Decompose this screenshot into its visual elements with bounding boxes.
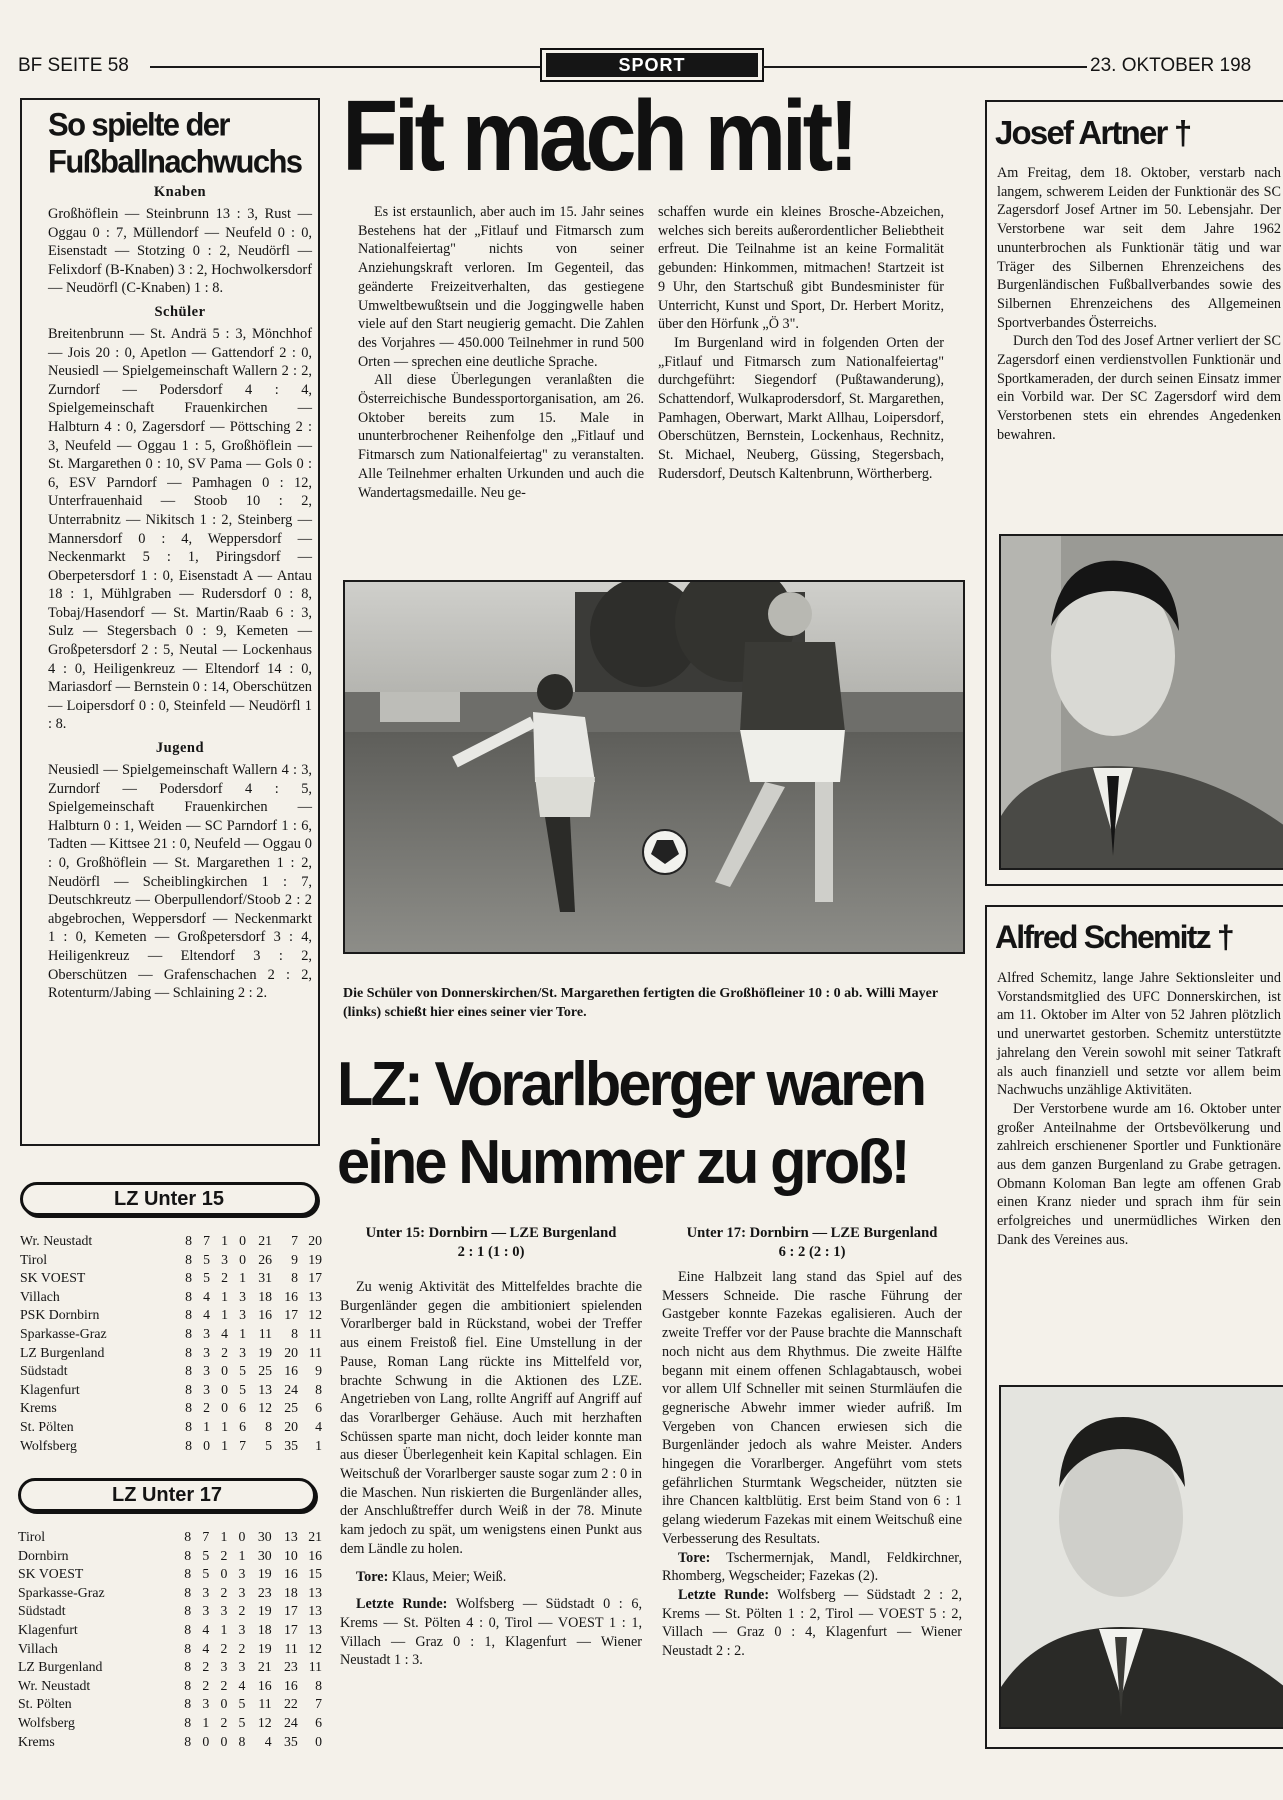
team-name: Villach bbox=[20, 1288, 60, 1304]
table-row bbox=[18, 1584, 322, 1603]
table-value: 0 bbox=[315, 1733, 322, 1749]
table-value: 13 bbox=[308, 1621, 322, 1637]
table-value: 8 bbox=[184, 1566, 192, 1582]
table-value: 6 bbox=[239, 1400, 246, 1416]
page-number: BF SEITE 58 bbox=[18, 55, 129, 76]
table-value: 21 bbox=[257, 1659, 272, 1675]
table-value: 11 bbox=[308, 1325, 322, 1341]
table-value: 11 bbox=[284, 1640, 298, 1656]
table-value: 18 bbox=[257, 1621, 272, 1637]
table-value: 1 bbox=[315, 1437, 322, 1453]
team-name: Sparkasse-Graz bbox=[18, 1584, 105, 1600]
table-value: 9 bbox=[315, 1363, 322, 1379]
table-value: 2 bbox=[203, 1400, 210, 1416]
schueler-heading: Schüler bbox=[154, 303, 206, 320]
table-value: 4 bbox=[238, 1677, 246, 1693]
table-value: 3 bbox=[220, 1659, 228, 1675]
table-value: 5 bbox=[202, 1566, 210, 1582]
table-value: 0 bbox=[221, 1400, 228, 1416]
table-value: 23 bbox=[257, 1584, 272, 1600]
table-value: 4 bbox=[202, 1640, 210, 1656]
team-name: Tirol bbox=[20, 1251, 48, 1267]
table-value: 8 bbox=[185, 1344, 192, 1360]
table-value: 8 bbox=[184, 1547, 192, 1563]
table-value: 25 bbox=[258, 1363, 272, 1379]
table-value: 2 bbox=[220, 1547, 228, 1563]
team-name: Wolfsberg bbox=[18, 1714, 75, 1730]
table-value: 18 bbox=[284, 1584, 298, 1600]
table-value: 8 bbox=[185, 1307, 192, 1323]
obituary-schemitz-text: Alfred Schemitz, lange Jahre Sektionsleiter und Vorstandsmitglied des UFC Donnerskirchen, ist am 11. Oktober im Alter von 52 Jahren plötzlich und unerwartet gestorben. Schemitz unterstützte jahrelang den Verein sowohl mit seiner Tatkraft als auch finanziell und setzte vor allem beim Nachwuchs unzählige Aktivitäten. Der Verstorbene wurde am 16. Oktober unter großer Anteilnahme der Ortsbevölkerung und zahlreich erschienener Sportler und Funktionäre aus dem ganzen Burgenland zu Grabe getragen. Obmann Koloman Ban legte am offenen Grab einen Kranz nieder und sprach ihm für sein erfolgreiches und unermüdliches Wirken den Dank des Vereines aus. bbox=[997, 970, 1281, 1248]
table-value: 30 bbox=[257, 1529, 272, 1544]
table-value: 19 bbox=[258, 1344, 272, 1360]
table-row bbox=[20, 1232, 322, 1251]
table-value: 20 bbox=[284, 1344, 298, 1360]
table-value: 7 bbox=[291, 1233, 298, 1248]
u17-scorers: Tore: Tschermernjak, Mandl, Feldkirchner, Rhomberg, Wegscheider; Fazekas (2). bbox=[662, 1549, 962, 1585]
table-value: 8 bbox=[185, 1233, 192, 1248]
obituary-schemitz-title: Alfred Schemitz † bbox=[995, 919, 1233, 955]
team-name: SK VOEST bbox=[20, 1270, 86, 1286]
table-row bbox=[18, 1658, 322, 1677]
team-name: Wr. Neustadt bbox=[20, 1233, 93, 1248]
table-value: 16 bbox=[308, 1547, 322, 1563]
lz15-table-heading: LZ Unter 15 bbox=[20, 1182, 318, 1216]
table-value: 2 bbox=[220, 1677, 228, 1693]
section-label: SPORT bbox=[546, 53, 758, 77]
section-label-box bbox=[540, 48, 764, 82]
u17-match-heading: Unter 17: Dornbirn — LZE Burgenland 6 : 2 (2 : 1) bbox=[686, 1225, 938, 1260]
table-value: 0 bbox=[220, 1733, 228, 1749]
table-value: 8 bbox=[291, 1270, 298, 1286]
table-row bbox=[18, 1695, 322, 1714]
table-value: 2 bbox=[202, 1659, 210, 1675]
lz15-table bbox=[20, 1232, 322, 1455]
football-scene-image bbox=[345, 582, 963, 952]
table-value: 8 bbox=[184, 1714, 192, 1730]
table-value: 20 bbox=[284, 1418, 298, 1434]
table-value: 8 bbox=[315, 1381, 322, 1397]
table-row bbox=[20, 1306, 322, 1325]
table-value: 9 bbox=[291, 1251, 298, 1267]
table-value: 19 bbox=[257, 1640, 272, 1656]
header-rule-left bbox=[150, 66, 540, 68]
table-value: 2 bbox=[238, 1640, 246, 1656]
table-value: 8 bbox=[185, 1288, 192, 1304]
table-value: 8 bbox=[184, 1659, 192, 1675]
fit-paragraph-1: Es ist erstaunlich, aber auch im 15. Jahr seines Bestehens hat der „Fitlauf und Fitmarsch zum Nationalfeiertag" nichts von seiner Anziehungskraft verloren. Im Gegenteil, das geänderte Freizeitverhalten, das gestiegene Umweltbewußtsein und die Joggingwelle haben viele auf den Start neugierig gemacht. Die Zahlen des Vorjahres — 450.000 Teilnehmer in rund 500 Orten — sprechen eine deutliche Sprache. bbox=[358, 204, 644, 370]
lz-headline-line-1: LZ: Vorarlberger waren bbox=[337, 1050, 925, 1119]
table-value: 1 bbox=[220, 1621, 228, 1637]
table-value: 16 bbox=[258, 1307, 272, 1323]
table-value: 11 bbox=[308, 1659, 322, 1675]
table-value: 4 bbox=[264, 1733, 272, 1749]
table-row bbox=[18, 1621, 322, 1640]
table-row bbox=[20, 1325, 322, 1344]
table-value: 3 bbox=[202, 1696, 210, 1712]
table-value: 1 bbox=[203, 1418, 210, 1434]
table-value: 3 bbox=[239, 1307, 246, 1323]
table-value: 8 bbox=[291, 1325, 298, 1341]
table-value: 3 bbox=[202, 1603, 210, 1619]
table-value: 1 bbox=[239, 1325, 246, 1341]
team-name: Krems bbox=[18, 1733, 55, 1749]
table-value: 7 bbox=[202, 1529, 210, 1544]
table-value: 8 bbox=[184, 1677, 192, 1693]
portrait-schemitz-image bbox=[1001, 1387, 1283, 1727]
table-value: 8 bbox=[184, 1733, 192, 1749]
table-value: 2 bbox=[221, 1270, 228, 1286]
table-row bbox=[18, 1547, 322, 1566]
table-value: 24 bbox=[284, 1381, 298, 1397]
table-value: 1 bbox=[221, 1307, 228, 1323]
team-name: Villach bbox=[18, 1640, 58, 1656]
table-value: 3 bbox=[238, 1584, 246, 1600]
table-row bbox=[18, 1640, 322, 1659]
u17-match-report: Eine Halbzeit lang stand das Spiel auf des Messers Schneide. Die rasche Führung der Gastgeber konnte Fazekas egalisieren. Auch der zweite Treffer vor der Pause brachte die Mannschaft noch nicht aus dem Rhythmus. Die zweite Hälfte begann mit einem offenen Schlagabtausch, wobei vor allem Ulf Schneller mit seinen Sturmläufen die gegnerische Abwehr immer wieder aufriß. Im Vergeben von Chancen erwiesen sich die Burgenländer jedoch als wahre Meister. Anders hingegen die Vorarlberger. Angeführt vom stets gefährlichen Sturmtank Wegscheider, nützten sie ihre Chancen kaltblütig. Erst beim Stand von 6 : 1 gelang wiederum Fazekas mit einem Weitschuß eine Verbesserung des Resultats. bbox=[662, 1269, 962, 1547]
table-value: 7 bbox=[239, 1437, 246, 1453]
table-value: 26 bbox=[258, 1251, 272, 1267]
portrait-schemitz bbox=[999, 1385, 1283, 1729]
lz-u15-column bbox=[340, 1224, 642, 1670]
u17-last-round: Letzte Runde: Wolfsberg — Südstadt 2 : 2, Krems — St. Pölten 1 : 2, Tirol — VOEST 5 : 2, Villach — Graz 0 : 4, Klagenfurt — Wiener Neustadt 2 : 2. bbox=[662, 1586, 962, 1660]
youth-results-box bbox=[20, 98, 320, 1146]
team-name: Krems bbox=[20, 1400, 57, 1416]
table-value: 6 bbox=[239, 1418, 246, 1434]
table-value: 11 bbox=[258, 1325, 272, 1341]
team-name: Tirol bbox=[18, 1529, 46, 1544]
table-value: 3 bbox=[239, 1288, 246, 1304]
team-name: PSK Dornbirn bbox=[20, 1307, 100, 1323]
table-value: 10 bbox=[284, 1547, 298, 1563]
table-value: 12 bbox=[257, 1714, 272, 1730]
table-row bbox=[20, 1269, 322, 1288]
knaben-heading: Knaben bbox=[153, 184, 207, 200]
table-value: 4 bbox=[203, 1307, 210, 1323]
table-value: 8 bbox=[265, 1418, 272, 1434]
table-value: 18 bbox=[258, 1288, 272, 1304]
table-value: 8 bbox=[184, 1621, 192, 1637]
table-value: 3 bbox=[203, 1325, 210, 1341]
table-value: 5 bbox=[265, 1437, 272, 1453]
fit-column-2 bbox=[658, 203, 944, 484]
portrait-artner-image bbox=[1001, 536, 1283, 868]
table-value: 13 bbox=[258, 1381, 272, 1397]
table-value: 8 bbox=[238, 1733, 246, 1749]
table-value: 17 bbox=[284, 1621, 298, 1637]
table-value: 31 bbox=[258, 1270, 272, 1286]
table-value: 13 bbox=[308, 1584, 322, 1600]
team-name: Südstadt bbox=[20, 1363, 68, 1379]
table-value: 1 bbox=[239, 1270, 246, 1286]
youth-match-photo bbox=[343, 580, 965, 954]
header-rule-right bbox=[762, 66, 1087, 68]
table-value: 8 bbox=[185, 1381, 192, 1397]
table-value: 2 bbox=[220, 1640, 228, 1656]
table-value: 2 bbox=[238, 1603, 246, 1619]
table-value: 8 bbox=[184, 1529, 192, 1544]
table-value: 8 bbox=[185, 1418, 192, 1434]
table-value: 1 bbox=[221, 1288, 228, 1304]
table-row bbox=[18, 1602, 322, 1621]
table-row bbox=[20, 1437, 322, 1456]
team-name: Klagenfurt bbox=[18, 1621, 78, 1637]
table-value: 6 bbox=[315, 1714, 322, 1730]
table-row bbox=[18, 1528, 322, 1547]
jugend-results: Neusiedl — Spielgemeinschaft Wallern 4 : 3, Zurndorf — Podersdorf 4 : 5, Spielgemeinschaft Frauenkirchen — Halbturn 0 : 1, Weiden — SC Parndorf 1 : 6, Tadten — Kittsee 21 : 0, Neufeld — Oggau 0 : 0, Großhöflein — St. Margarethen 1 : 2, Neudörfl — Scheiblingkirchen 1 : 7, Deutschkreutz — Oberpullendorf/Stoob 2 : 2 abgebrochen, Weppersdorf — Neckenmarkt 1 : 0, Kemeten — Großpetersdorf 3 : 4, Heiligenkreuz — Eltendorf 3 : 2, Oberschützen — Grafenschachen 2 : 2, Rotenturm/Jabing — Schlaining 2 : 2. bbox=[48, 762, 312, 1002]
table-value: 11 bbox=[308, 1344, 322, 1360]
table-value: 3 bbox=[202, 1584, 210, 1600]
table-value: 17 bbox=[284, 1603, 298, 1619]
team-name: Klagenfurt bbox=[20, 1381, 80, 1397]
table-value: 5 bbox=[239, 1363, 246, 1379]
table-value: 2 bbox=[220, 1714, 228, 1730]
knaben-results: Großhöflein — Steinbrunn 13 : 3, Rust — Oggau 0 : 7, Müllendorf — Neufeld 0 : 0, Eisenstadt — Stotzing 0 : 2, Neudörfl — Felixdorf (B-Knaben) 3 : 2, Hochwolkersdorf — Neudörfl (C-Knaben) 1 : 8. bbox=[48, 206, 312, 297]
team-name: Südstadt bbox=[18, 1603, 66, 1619]
table-value: 12 bbox=[308, 1640, 322, 1656]
portrait-artner bbox=[999, 534, 1283, 870]
table-value: 17 bbox=[308, 1270, 322, 1286]
team-name: St. Pölten bbox=[18, 1696, 72, 1712]
table-row bbox=[20, 1288, 322, 1307]
table-value: 1 bbox=[238, 1547, 246, 1563]
table-value: 1 bbox=[202, 1714, 210, 1730]
table-row bbox=[18, 1565, 322, 1584]
table-row bbox=[18, 1714, 322, 1733]
fit-headline: Fit mach mit! bbox=[342, 80, 855, 192]
table-value: 20 bbox=[308, 1233, 322, 1248]
table-value: 8 bbox=[185, 1251, 192, 1267]
u15-last-round: Letzte Runde: Wolfsberg — Südstadt 0 : 6, Krems — St. Pölten 4 : 0, Tirol — VOEST 1 : 1, Villach — Graz 0 : 1, Klagenfurt — Wiener Neustadt 1 : 3. bbox=[340, 1596, 642, 1669]
table-value: 21 bbox=[258, 1233, 272, 1248]
table-row bbox=[20, 1344, 322, 1363]
table-value: 17 bbox=[284, 1307, 298, 1323]
table-row bbox=[20, 1399, 322, 1418]
table-value: 3 bbox=[221, 1251, 228, 1267]
table-value: 16 bbox=[284, 1566, 298, 1582]
table-value: 2 bbox=[202, 1677, 210, 1693]
table-value: 15 bbox=[308, 1566, 322, 1582]
table-value: 4 bbox=[315, 1418, 322, 1434]
table-value: 0 bbox=[220, 1696, 228, 1712]
fit-paragraph-2: All diese Überlegungen veranlaßten die Österreichische Bundessportorganisation, am 26. Oktober bereits zum 15. Male in ununterbrochener Reihenfolge den „Fitlauf und Fitmarsch zum Nationalfeiertag" zu veranstalten. Alle Teilnehmer erhalten Urkunden und auch die Wandertagsmedaille. Neu ge- bbox=[358, 372, 644, 501]
table-value: 2 bbox=[220, 1584, 228, 1600]
table-row bbox=[20, 1362, 322, 1381]
table-value: 16 bbox=[257, 1677, 272, 1693]
table-value: 3 bbox=[203, 1363, 210, 1379]
table-value: 8 bbox=[185, 1400, 192, 1416]
table-value: 1 bbox=[220, 1529, 228, 1544]
team-name: SK VOEST bbox=[18, 1566, 84, 1582]
table-value: 5 bbox=[239, 1381, 246, 1397]
table-value: 6 bbox=[315, 1400, 322, 1416]
table-value: 0 bbox=[221, 1363, 228, 1379]
photo-caption: Die Schüler von Donnerskirchen/St. Margarethen fertigten die Großhöfleiner 10 : 0 ab. Willi Mayer (links) schießt hier eines seiner vier Tore. bbox=[343, 986, 938, 1020]
table-value: 7 bbox=[203, 1233, 210, 1248]
table-value: 12 bbox=[258, 1400, 272, 1416]
lz-u17-column bbox=[662, 1224, 962, 1661]
table-value: 5 bbox=[203, 1270, 210, 1286]
team-name: Sparkasse-Graz bbox=[20, 1325, 107, 1341]
table-value: 4 bbox=[202, 1621, 210, 1637]
team-name: Wolfsberg bbox=[20, 1437, 77, 1453]
table-row bbox=[20, 1418, 322, 1437]
table-value: 3 bbox=[203, 1344, 210, 1360]
table-value: 0 bbox=[239, 1233, 246, 1248]
obituary-artner bbox=[985, 100, 1283, 886]
table-value: 4 bbox=[221, 1325, 228, 1341]
table-value: 13 bbox=[308, 1603, 322, 1619]
table-value: 0 bbox=[239, 1251, 246, 1267]
table-value: 0 bbox=[221, 1381, 228, 1397]
table-value: 8 bbox=[184, 1603, 192, 1619]
obituary-artner-title: Josef Artner † bbox=[995, 114, 1191, 151]
table-value: 0 bbox=[203, 1437, 210, 1453]
table-value: 8 bbox=[184, 1584, 192, 1600]
lz17-table-heading: LZ Unter 17 bbox=[18, 1478, 316, 1512]
table-value: 8 bbox=[185, 1270, 192, 1286]
fit-paragraph-3: schaffen wurde ein kleines Brosche-Abzeichen, welches sich bereits außerordentlicher Beliebtheit erfreut. Die Teilnahme ist an keine Formalität gebunden: Hinkommen, mitmachen! Startzeit ist 9 Uhr, den Startschuß gibt Bundesminister für Unterricht, Kunst und Sport, Dr. Herbert Moritz, über den Hörfunk „Ö 3". bbox=[658, 204, 944, 333]
table-row bbox=[20, 1381, 322, 1400]
u15-scorers: Tore: Klaus, Meier; Weiß. bbox=[356, 1568, 507, 1585]
table-value: 0 bbox=[202, 1733, 210, 1749]
table-value: 30 bbox=[257, 1547, 272, 1563]
table-value: 1 bbox=[221, 1233, 228, 1248]
schueler-results: Breitenbrunn — St. Andrä 5 : 3, Mönchhof — Jois 20 : 0, Apetlon — Gattendorf 2 : 0, Neusiedl — Spielgemeinschaft Wallern 2 : 2, Zurndorf — Podersdorf 4 : 4, Spielgemeinschaft Frauenkirchen — Halbturn 4 : 0, Zagersdorf — Pöttsching 2 : 3, Neufeld — Oggau 1 : 5, Großhöflein — St. Margarethen 0 : 10, SV Pama — Gols 0 : 6, ESV Parndorf — Pamhagen 0 : 12, Unterfrauenhaid — Stoob 10 : 2, Unterrabnitz — Nikitsch 1 : 2, Steinberg — Mannersdorf 0 : 4, Weppersdorf — Neckenmarkt 5 : 1, Piringsdorf — Oberpetersdorf 1 : 0, Eisenstadt A — Antau 18 : 1, Mühlgraben — Rudersdorf 0 : 8, Tobaj/Hasendorf — St. Martin/Raab 6 : 3, Sulz — Stegersbach 0 : 9, Kemeten — Großpetersdorf 2 : 5, Neutal — Lockenhaus 4 : 0, Heiligenkreuz — Eltendorf 14 : 0, Mariasdorf — Bernstein 0 : 14, Oberschützen — Loipersdorf 0 : 0, Steinfeld — Neudörfl 1 : 8. bbox=[48, 325, 312, 733]
table-value: 35 bbox=[284, 1733, 298, 1749]
table-value: 16 bbox=[284, 1677, 298, 1693]
table-value: 12 bbox=[308, 1307, 322, 1323]
table-value: 1 bbox=[221, 1437, 228, 1453]
jugend-heading: Jugend bbox=[155, 740, 205, 757]
table-value: 24 bbox=[284, 1714, 298, 1730]
team-name: LZ Burgenland bbox=[20, 1344, 105, 1360]
table-value: 21 bbox=[308, 1529, 322, 1544]
table-value: 5 bbox=[238, 1696, 246, 1712]
team-name: Wr. Neustadt bbox=[18, 1677, 91, 1693]
table-value: 13 bbox=[284, 1529, 298, 1544]
table-value: 19 bbox=[308, 1251, 322, 1267]
table-value: 1 bbox=[221, 1418, 228, 1434]
table-row bbox=[18, 1733, 322, 1752]
table-value: 3 bbox=[239, 1344, 246, 1360]
table-value: 2 bbox=[221, 1344, 228, 1360]
table-value: 8 bbox=[184, 1696, 192, 1712]
table-value: 25 bbox=[284, 1400, 298, 1416]
table-value: 5 bbox=[238, 1714, 246, 1730]
table-row bbox=[18, 1677, 322, 1696]
results-title: So spielte der Fußballnachwuchs bbox=[48, 106, 302, 180]
table-value: 3 bbox=[238, 1621, 246, 1637]
table-value: 8 bbox=[185, 1363, 192, 1379]
table-value: 13 bbox=[308, 1288, 322, 1304]
table-value: 8 bbox=[315, 1677, 322, 1693]
lz17-table bbox=[18, 1528, 322, 1751]
fit-paragraph-4: Im Burgenland wird in folgenden Orten der „Fitlauf und Fitmarsch zum Nationalfeiertag" durchgeführt: Siegendorf (Pußtawanderung), Schattendorf, Wulkaprodersdorf, St. Margarethen, Pamhagen, Oberwart, Markt Allhau, Loipersdorf, Oberschützen, Bernstein, Lockenhaus, Rechnitz, St. Michael, Neuberg, Güssing, Stegersbach, Rudersdorf, Deutsch Kaltenbrunn, Wörtherberg. bbox=[658, 334, 944, 482]
fit-column-1 bbox=[358, 203, 644, 502]
lz-headline-line-2: eine Nummer zu groß! bbox=[337, 1128, 908, 1197]
obituary-schemitz bbox=[985, 905, 1283, 1749]
table-value: 19 bbox=[257, 1603, 272, 1619]
obituary-artner-text: Am Freitag, dem 18. Oktober, verstarb nach langem, schwerem Leiden der Funktionär des SC Zagersdorf Josef Artner im 50. Lebensjahr. Der Verstorbene war seit dem Jahre 1962 ununterbrochen als Funktionär tätig und war Träger des Silbernen Ehrenzeichens des Burgenländischen Fußballverbandes sowie des Silbernen Ehrenzeichens des Allgemeinen Sportverbandes Österreichs. Durch den Tod des Josef Artner verliert der SC Zagersdorf einen verdienstvollen Funktionär und Sportkameraden, der durch seinen Einsatz immer ein Vorbild war. Der SC Zagersdorf wird dem Verstorbenen stets ein ehrendes Angedenken bewahren. bbox=[997, 165, 1281, 443]
team-name: LZ Burgenland bbox=[18, 1659, 103, 1675]
table-value: 16 bbox=[284, 1363, 298, 1379]
u15-match-report: Zu wenig Aktivität des Mittelfeldes brachte die Burgenländer gegen die ambitioniert spielenden Vorarlberger bald in Rückstand, wobei der Treffer aus einem Freistoß fiel. Eine Umstellung in der Pause, Roman Lang rückte ins Mittelfeld vor, brachte Schwung in die Aktionen des LZE. Angetrieben von Lang, rollte Angriff auf Angriff auf das Vorarlberger Gehäuse. Auch mit herzhaften Schüssen sparte man nicht, doch leider konnte man aus dieser Überlegenheit kein Kapital schlagen. Ein Weitschuß der Vorarlberger sauste sogar zum 2 : 0 in die Maschen. Nun riskierten die Burgenländer alles, der Anschlußtreffer durch Weiß in der 78. Minute kam jedoch zu spät, um wenigstens einen Punkt aus dem Ländle zu holen. bbox=[340, 1279, 642, 1557]
table-value: 35 bbox=[284, 1437, 298, 1453]
table-value: 3 bbox=[238, 1659, 246, 1675]
table-value: 5 bbox=[202, 1547, 210, 1563]
table-value: 19 bbox=[257, 1566, 272, 1582]
table-value: 23 bbox=[284, 1659, 298, 1675]
table-value: 0 bbox=[220, 1566, 228, 1582]
table-value: 3 bbox=[220, 1603, 228, 1619]
table-value: 0 bbox=[238, 1529, 246, 1544]
table-value: 4 bbox=[203, 1288, 210, 1304]
table-value: 8 bbox=[184, 1640, 192, 1656]
table-row bbox=[20, 1251, 322, 1270]
table-value: 5 bbox=[203, 1251, 210, 1267]
table-value: 8 bbox=[185, 1437, 192, 1453]
table-value: 8 bbox=[185, 1325, 192, 1341]
table-value: 3 bbox=[203, 1381, 210, 1397]
table-value: 3 bbox=[238, 1566, 246, 1582]
team-name: Dornbirn bbox=[18, 1547, 69, 1563]
table-value: 7 bbox=[315, 1696, 322, 1712]
issue-date: 23. OKTOBER 198 bbox=[1090, 55, 1252, 76]
table-value: 22 bbox=[284, 1696, 298, 1712]
table-value: 16 bbox=[284, 1288, 298, 1304]
table-value: 11 bbox=[258, 1696, 272, 1712]
u15-match-heading: Unter 15: Dornbirn — LZE Burgenland 2 : 1 (1 : 0) bbox=[365, 1225, 617, 1260]
team-name: St. Pölten bbox=[20, 1418, 74, 1434]
